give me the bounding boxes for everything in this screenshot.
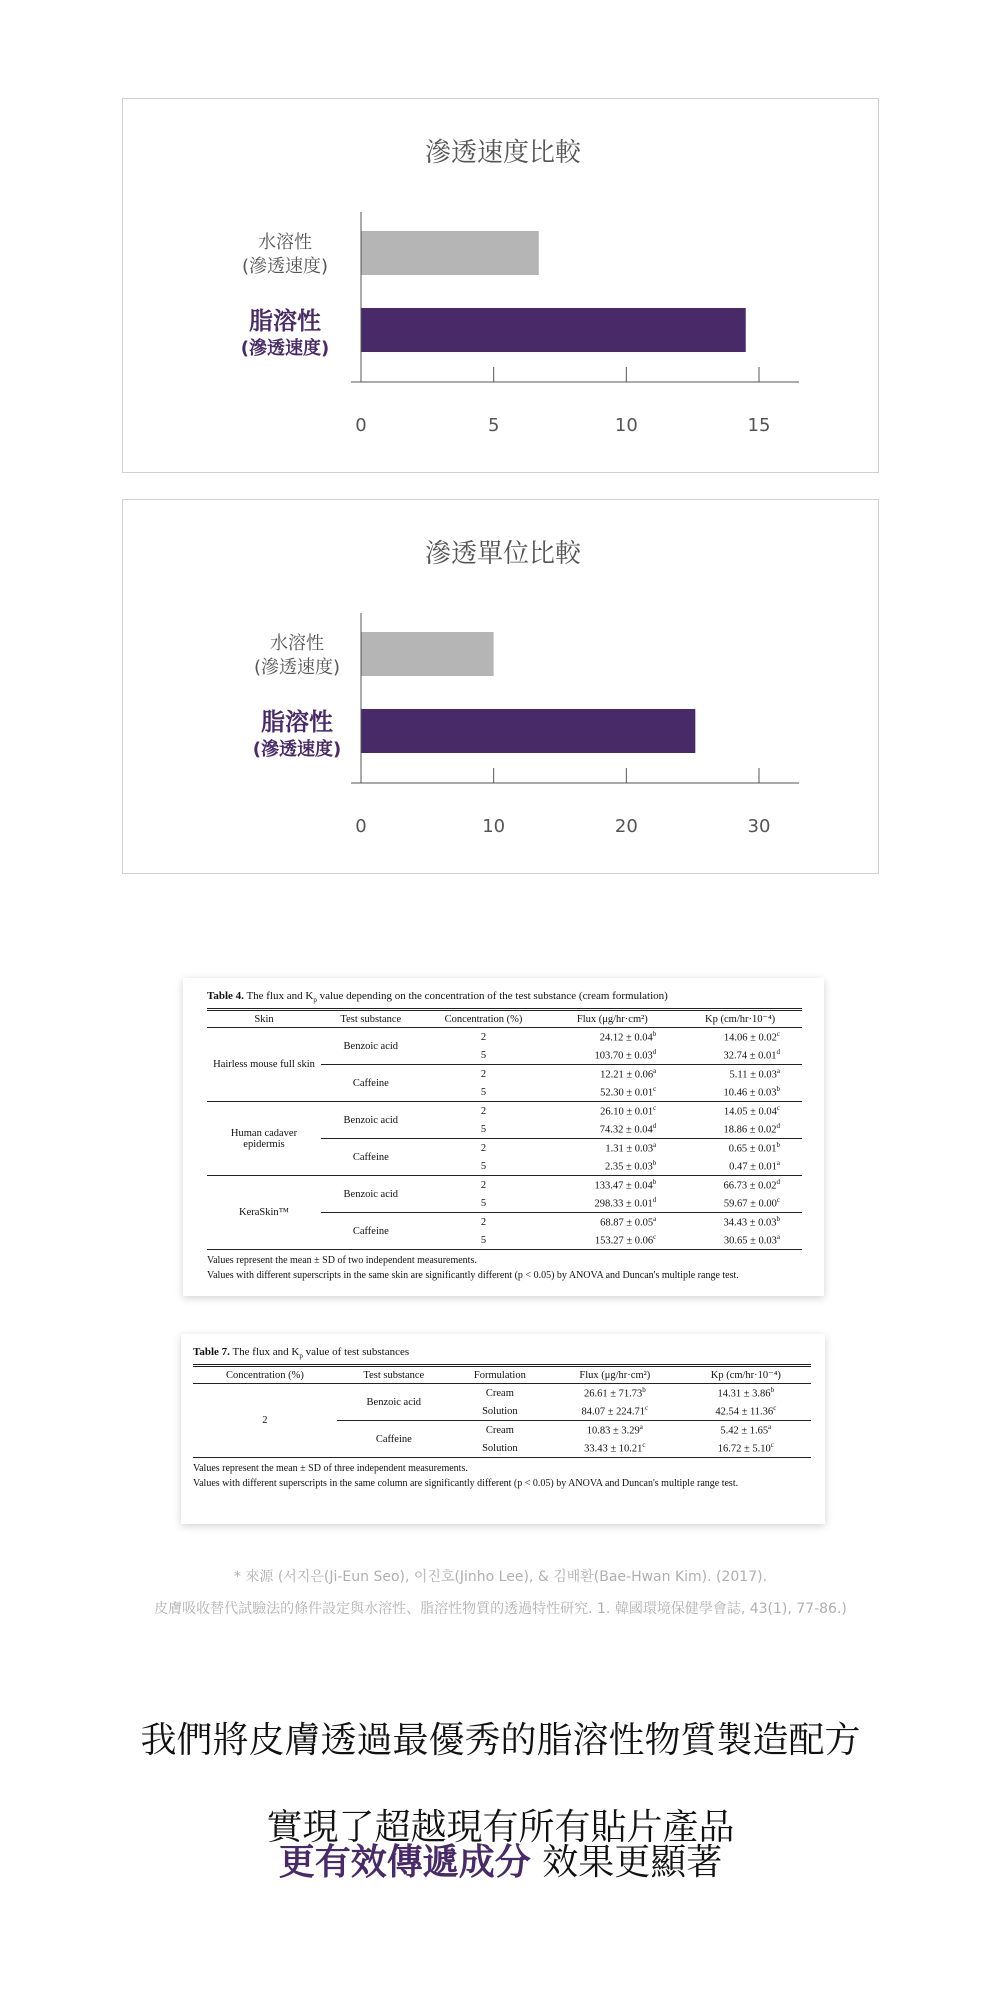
- formulation-cell: Solution: [482, 1405, 518, 1417]
- substance-cell: Benzoic acid: [321, 1176, 421, 1213]
- concentration-cell: 5: [480, 1086, 487, 1098]
- table-note: Values represent the mean ± SD of three independent measurements. Values with different superscripts in the same column are significantly different (p < 0.05) by ANOVA and Duncan's multiple range test.: [193, 1463, 739, 1490]
- x-tick-label: 15: [747, 415, 771, 436]
- flux-cell: 24.12 ± 0.04$^b$: [599, 1030, 657, 1044]
- x-tick-label: 30: [747, 816, 771, 837]
- flux-cell: 133.47 ± 0.04$^b$: [546, 1176, 678, 1195]
- category-sublabel: (滲透速度): [240, 338, 330, 359]
- column-header: Skin: [254, 1013, 274, 1025]
- flux-cell: 1.31 ± 0.03$^a$: [546, 1139, 678, 1158]
- x-tick-label: 0: [355, 816, 367, 837]
- category-sublabel: (滲透速度): [253, 657, 341, 678]
- kp-cell: 14.05 ± 0.04$^c$: [678, 1102, 802, 1121]
- concentration-cell: 2: [421, 1139, 547, 1158]
- substance-cell: Caffeine: [337, 1421, 451, 1458]
- kp-cell: 59.67 ± 0.00$^c$: [723, 1196, 780, 1210]
- chart-title: 滲透單位比較: [424, 539, 582, 569]
- kp-cell: 34.43 ± 0.03$^b$: [678, 1213, 802, 1232]
- chart-title: 滲透速度比較: [424, 138, 582, 168]
- kp-cell: 16.72 ± 5.10$^c$: [717, 1441, 774, 1455]
- substance-cell: Benzoic acid: [321, 1102, 421, 1139]
- formulation-cell: Solution: [482, 1442, 518, 1454]
- column-header: Formulation: [473, 1369, 526, 1381]
- table-4-card: [183, 978, 824, 1296]
- kp-cell: 42.54 ± 11.36$^c$: [715, 1404, 777, 1418]
- kp-cell: 14.06 ± 0.02$^c$: [723, 1030, 780, 1044]
- concentration-cell: 2: [421, 1213, 547, 1232]
- flux-cell: 298.33 ± 0.01$^d$: [594, 1196, 657, 1210]
- column-header: Concentration (%): [444, 1013, 523, 1025]
- x-tick-label: 10: [482, 816, 506, 837]
- flux-cell: 84.07 ± 224.71$^c$: [581, 1404, 649, 1418]
- concentration-cell: 5: [480, 1049, 487, 1061]
- formulation-cell: Cream: [451, 1421, 549, 1440]
- concentration-cell: 2: [262, 1415, 268, 1427]
- table-caption: Table 4. The flux and $K_p$ value depending on the concentration of the test substance (cream formulation): [207, 990, 668, 1005]
- slogan-highlight: 更有效傳遞成分: [278, 1842, 531, 1883]
- category-label: 水溶性: [258, 232, 312, 253]
- column-header: Flux (μg/hr·cm²): [576, 1013, 648, 1025]
- flux-cell: 33.43 ± 10.21$^c$: [584, 1441, 646, 1455]
- x-tick-label: 10: [614, 415, 638, 436]
- flux-cell: 26.61 ± 71.73$^b$: [583, 1386, 646, 1400]
- source-citation-line2: 皮膚吸收替代試驗法的條件設定與水溶性、脂溶性物質的透過特性研究. 1. 韓國環境保健學會誌, 43(1), 77-86.): [154, 1601, 847, 1617]
- slogan-line2: 實現了超越現有所有貼片產品: [266, 1807, 735, 1848]
- category-label: 水溶性: [270, 633, 324, 654]
- column-header: Test substance: [363, 1369, 425, 1381]
- table-caption: Table 7. The flux and $K_p$ value of test substances: [193, 1346, 410, 1361]
- flux-cell: 153.27 ± 0.06$^c$: [594, 1233, 657, 1247]
- x-tick-label: 20: [614, 816, 638, 837]
- bar-chart: [123, 99, 880, 474]
- kp-cell: 14.31 ± 3.86$^b$: [717, 1386, 775, 1400]
- table-row: [193, 1384, 811, 1403]
- flux-cell: 103.70 ± 0.03$^d$: [594, 1048, 657, 1062]
- formulation-cell: Cream: [485, 1387, 514, 1399]
- concentration-cell: 2: [421, 1102, 547, 1121]
- column-header: Concentration (%): [226, 1369, 304, 1381]
- concentration-cell: 5: [480, 1123, 487, 1135]
- chart-penetration-speed: [122, 98, 879, 473]
- category-label: 脂溶性: [261, 708, 333, 736]
- bar-0: [361, 231, 539, 275]
- substance-cell: Caffeine: [321, 1213, 421, 1250]
- table-row: [207, 1028, 802, 1047]
- kp-cell: 0.65 ± 0.01$^b$: [678, 1139, 802, 1158]
- column-header: Kp (cm/hr·10⁻⁴): [705, 1014, 776, 1026]
- concentration-cell: 5: [480, 1234, 487, 1246]
- kp-cell: 18.86 ± 0.02$^d$: [723, 1122, 780, 1136]
- kp-cell: 10.46 ± 0.03$^b$: [723, 1085, 780, 1099]
- skin-cell: KeraSkin™: [207, 1176, 321, 1250]
- bar-1: [361, 709, 695, 753]
- flux-cell: 10.83 ± 3.29$^a$: [549, 1421, 681, 1440]
- concentration-cell: 2: [480, 1031, 487, 1043]
- column-header: Kp (cm/hr·10⁻⁴): [710, 1370, 781, 1382]
- substance-cell: Benzoic acid: [366, 1396, 422, 1408]
- concentration-cell: 5: [480, 1160, 487, 1172]
- category-sublabel: (滲透速度): [241, 256, 329, 277]
- substance-cell: Benzoic acid: [343, 1040, 399, 1052]
- kp-cell: 0.47 ± 0.01$^a$: [729, 1159, 780, 1173]
- slogan-line1: 我們將皮膚透過最優秀的脂溶性物質製造配方: [140, 1720, 861, 1761]
- substance-cell: Caffeine: [321, 1139, 421, 1176]
- concentration-cell: 5: [480, 1197, 487, 1209]
- table-7: [193, 1364, 811, 1458]
- kp-cell: 66.73 ± 0.02$^d$: [678, 1176, 802, 1195]
- flux-cell: 74.32 ± 0.04$^d$: [599, 1122, 657, 1136]
- table-row: [207, 1102, 802, 1121]
- kp-cell: 5.42 ± 1.65$^a$: [681, 1421, 811, 1440]
- skin-cell: Human cadaver epidermis: [207, 1102, 321, 1176]
- table-4: [207, 1008, 802, 1250]
- kp-cell: 32.74 ± 0.01$^d$: [723, 1048, 780, 1062]
- slogan-line3: 更有效傳遞成分 效果更顯著: [278, 1842, 723, 1883]
- flux-cell: 26.10 ± 0.01$^c$: [546, 1102, 678, 1121]
- substance-cell: Caffeine: [321, 1065, 421, 1102]
- kp-cell: 5.11 ± 0.03$^a$: [678, 1065, 802, 1084]
- category-label: 脂溶性: [249, 307, 321, 335]
- skin-cell: Hairless mouse full skin: [213, 1059, 315, 1071]
- concentration-cell: 2: [421, 1065, 547, 1084]
- kp-cell: 30.65 ± 0.03$^a$: [723, 1233, 780, 1247]
- column-header: Flux (μg/hr·cm²): [579, 1369, 651, 1381]
- source-citation-line1: * 來源 (서지은(Ji-Eun Seo), 이진호(Jinho Lee), & 김배환(Bae-Hwan Kim). (2017).: [233, 1569, 768, 1585]
- table-row: [207, 1176, 802, 1195]
- flux-cell: 52.30 ± 0.01$^c$: [600, 1085, 657, 1099]
- flux-cell: 68.87 ± 0.05$^a$: [546, 1213, 678, 1232]
- bar-chart: [123, 500, 880, 875]
- flux-cell: 2.35 ± 0.03$^b$: [604, 1159, 657, 1173]
- chart-penetration-unit: [122, 499, 879, 874]
- category-sublabel: (滲透速度): [252, 739, 342, 760]
- x-tick-label: 0: [355, 415, 367, 436]
- bar-1: [361, 308, 746, 352]
- bar-0: [361, 632, 494, 676]
- flux-cell: 12.21 ± 0.06$^a$: [546, 1065, 678, 1084]
- table-7-card: [181, 1334, 825, 1524]
- x-tick-label: 5: [487, 415, 500, 436]
- column-header: Test substance: [340, 1013, 402, 1025]
- concentration-cell: 2: [421, 1176, 547, 1195]
- table-note: Values represent the mean ± SD of two independent measurements. Values with different superscripts in the same skin are significantly different (p < 0.05) by ANOVA and Duncan's multiple range test.: [207, 1255, 739, 1282]
